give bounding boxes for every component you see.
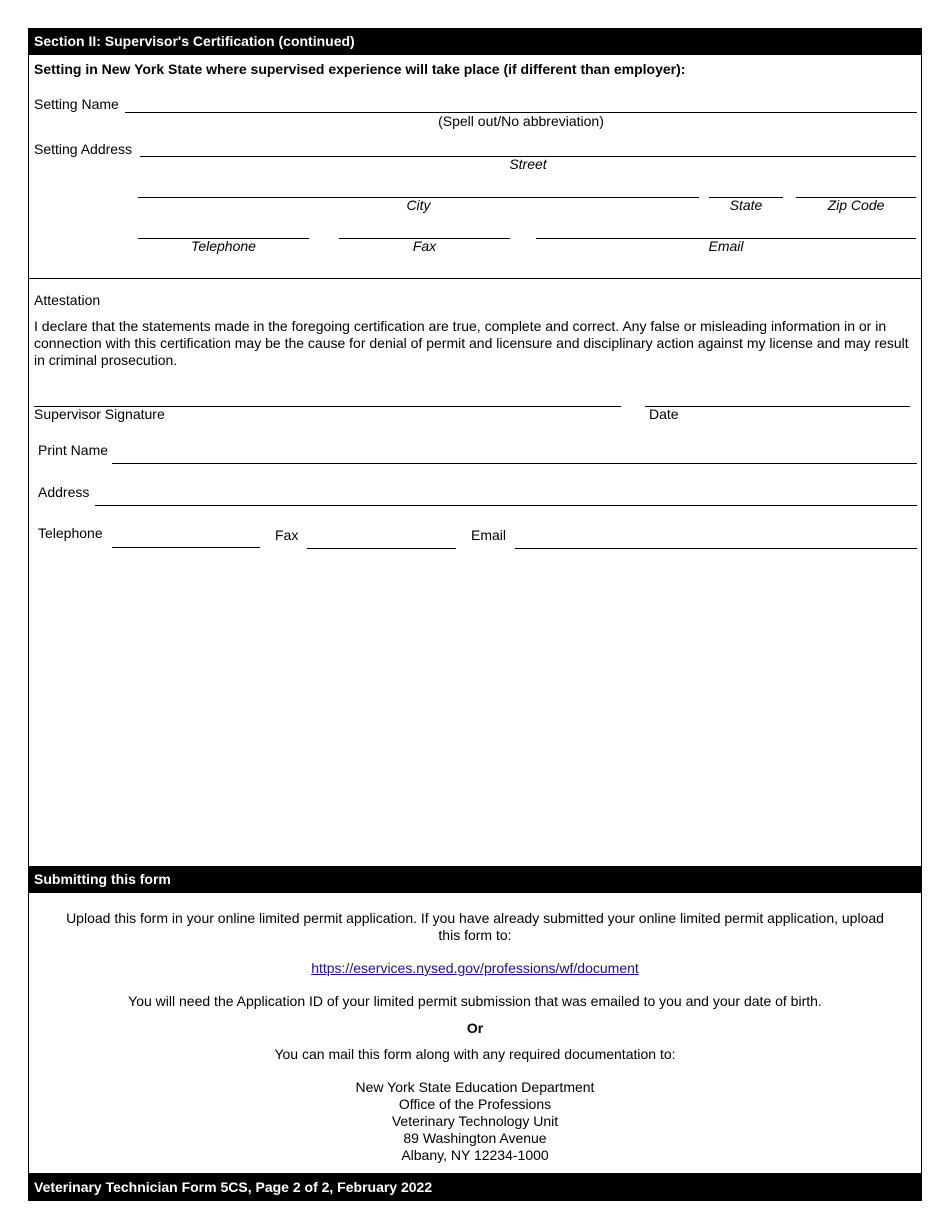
- email-caption: Email: [708, 238, 744, 254]
- footer: Veterinary Technician Form 5CS, Page 2 of 2, February 2022: [28, 1173, 922, 1201]
- mail-text: You can mail this form along with any required documentation to:: [274, 1046, 676, 1062]
- address-label: Address: [38, 484, 90, 500]
- print-name-field[interactable]: [112, 463, 917, 464]
- telephone-field[interactable]: [112, 547, 260, 548]
- date-label: Date: [649, 406, 679, 422]
- spell-out-note: (Spell out/No abbreviation): [438, 113, 604, 129]
- or-text: Or: [466, 1020, 484, 1036]
- fax-caption: Fax: [412, 238, 437, 254]
- attestation-title: Attestation: [34, 292, 101, 308]
- email-field[interactable]: [515, 548, 917, 549]
- attestation-text: I declare that the statements made in the foregoing certification are true, complete and correct. Any false or misleading information in or in connection with this certification may be the cause for denial of permit and licensure and disciplinary action against my license and may result in criminal prosecution.: [34, 318, 909, 368]
- address-line: Albany, NY 12234-1000: [401, 1147, 549, 1163]
- submitting-header: Submitting this form: [28, 866, 922, 893]
- setting-heading: Setting in New York State where supervised experience will take place (if different than employer):: [34, 61, 686, 77]
- street-caption: Street: [509, 156, 547, 172]
- telephone-label: Telephone: [38, 525, 103, 541]
- mailing-address: [28, 1079, 922, 1164]
- setting-name-label: Setting Name: [34, 96, 119, 112]
- upload-text: Upload this form in your online limited permit application. If you have already submitted your online limited permit application, upload this form to:: [66, 910, 884, 943]
- fax-label: Fax: [275, 527, 299, 543]
- date-field[interactable]: [645, 406, 910, 407]
- email-label: Email: [471, 527, 507, 543]
- address-line: Office of the Professions: [398, 1096, 552, 1112]
- address-field[interactable]: [95, 505, 917, 506]
- app-id-text: You will need the Application ID of your limited permit submission that was emailed to you and your date of birth.: [128, 993, 822, 1009]
- signature-label: Supervisor Signature: [34, 406, 165, 422]
- state-caption: State: [729, 197, 763, 213]
- setting-address-label: Setting Address: [34, 141, 133, 157]
- print-name-label: Print Name: [38, 442, 109, 458]
- city-caption: City: [406, 197, 431, 213]
- telephone-caption: Telephone: [191, 238, 256, 254]
- address-line: 89 Washington Avenue: [403, 1130, 547, 1146]
- address-line: Veterinary Technology Unit: [391, 1113, 559, 1129]
- address-line: New York State Education Department: [355, 1079, 595, 1095]
- upload-link[interactable]: https://eservices.nysed.gov/professions/wf/document: [311, 960, 639, 976]
- section-divider: [28, 278, 922, 279]
- section-header: Section II: Supervisor's Certification (continued): [28, 28, 922, 55]
- zip-caption: Zip Code: [827, 197, 885, 213]
- fax-field[interactable]: [307, 548, 456, 549]
